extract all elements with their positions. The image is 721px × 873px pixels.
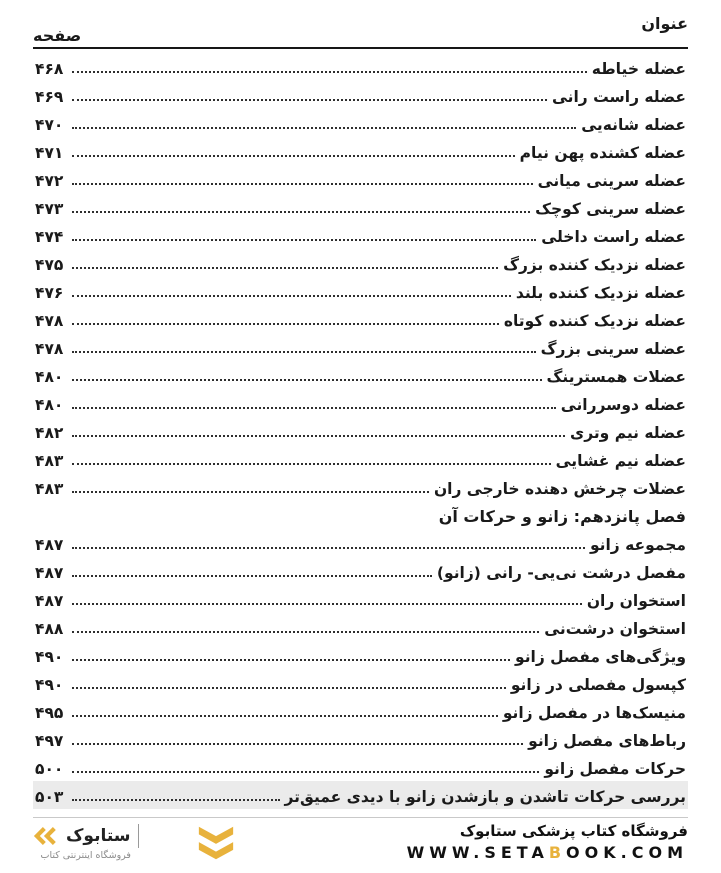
toc-entry <box>33 445 688 473</box>
entry-title: عضلات همسترینگ <box>546 368 686 386</box>
entry-page-number: ۴۷۵ <box>35 256 64 274</box>
setabook-logo <box>33 824 139 861</box>
entry-title: عضله سرینی کوچک <box>535 200 686 218</box>
toc-entry <box>33 333 688 361</box>
dot-leader <box>72 71 587 73</box>
toc-entry <box>33 753 688 781</box>
entry-page-number: ۴۷۶ <box>35 284 64 302</box>
dot-leader <box>72 491 429 493</box>
toc-entry <box>33 473 688 501</box>
dot-leader <box>72 715 498 717</box>
entry-page-number: ۴۹۷ <box>35 732 64 750</box>
toc-header-page-label: صفحه <box>33 26 82 45</box>
entry-title: عضله نیم وتری <box>570 424 686 442</box>
entry-title: منیسک‌ها در مفصل زانو <box>502 704 686 722</box>
toc-entry <box>33 641 688 669</box>
entry-title: عضله نزدیک کننده کوتاه <box>503 312 686 330</box>
dot-leader <box>72 183 533 185</box>
toc-entry <box>33 249 688 277</box>
toc-entry <box>33 557 688 585</box>
toc-entry <box>33 389 688 417</box>
entry-title: ویژگی‌های مفصل زانو <box>515 648 686 666</box>
entry-title: عضله شانه‌یی <box>581 116 686 134</box>
dot-leader <box>72 155 515 157</box>
dot-leader <box>72 687 506 689</box>
logo-caption: فروشگاه اینترنتی کتاب <box>40 850 131 861</box>
entry-page-number: ۴۹۰ <box>35 648 64 666</box>
dot-leader <box>72 603 582 605</box>
logo-divider <box>138 824 139 848</box>
entry-title: عضله دوسررانی <box>560 396 686 414</box>
dot-leader <box>72 771 539 773</box>
entry-title: مجموعه زانو <box>589 536 686 554</box>
entry-page-number: ۴۸۷ <box>35 536 64 554</box>
entry-title: عضلات چرخش دهنده خارجی ران <box>433 480 686 498</box>
dot-leader <box>72 547 585 549</box>
toc-entry <box>33 109 688 137</box>
toc-entry <box>33 165 688 193</box>
entry-page-number: ۴۷۸ <box>35 312 64 330</box>
entry-page-number: ۴۷۲ <box>35 172 64 190</box>
toc-entry <box>33 613 688 641</box>
toc-entry <box>33 529 688 557</box>
entry-title: مفصل درشت نی‌یی- رانی (زانو) <box>436 564 686 582</box>
entry-title: استخوان درشت‌نی <box>544 620 686 638</box>
dot-leader <box>72 575 432 577</box>
entry-title: عضله خیاطه <box>591 60 686 78</box>
entry-title: عضله راست داخلی <box>541 228 686 246</box>
entry-page-number: ۵۰۳ <box>35 788 64 806</box>
toc-entry <box>33 305 688 333</box>
double-chevron-left-icon <box>33 826 59 846</box>
entry-title: عضله نزدیک کننده بزرگ <box>503 256 686 274</box>
entry-page-number: ۴۸۷ <box>35 564 64 582</box>
entry-title: عضله نزدیک کننده بلند <box>515 284 686 302</box>
dot-leader <box>72 631 539 633</box>
dot-leader <box>72 435 565 437</box>
toc-entry <box>33 669 688 697</box>
entry-page-number: ۴۷۳ <box>35 200 64 218</box>
toc-header <box>33 14 688 49</box>
store-url-suffix: OOK.COM <box>566 843 688 863</box>
store-url-highlight-letter: B <box>548 843 567 863</box>
store-title: فروشگاه کتاب پزشکی ستابوک <box>459 821 688 840</box>
entry-page-number: ۴۷۸ <box>35 340 64 358</box>
dot-leader <box>72 463 551 465</box>
toc-entry <box>33 193 688 221</box>
toc-entry <box>33 221 688 249</box>
dot-leader <box>72 99 547 101</box>
entry-page-number: ۴۷۱ <box>35 144 64 162</box>
dot-leader <box>72 351 536 353</box>
entry-page-number: ۴۶۸ <box>35 60 64 78</box>
entry-page-number: ۴۸۲ <box>35 424 64 442</box>
entry-page-number: ۴۸۰ <box>35 396 64 414</box>
entry-title: حرکات مفصل زانو <box>544 760 686 778</box>
entry-page-number: ۴۶۹ <box>35 88 64 106</box>
entry-title: عضله سرینی میانی <box>537 172 686 190</box>
entry-page-number: ۴۹۵ <box>35 704 64 722</box>
entry-title: عضله کشنده پهن نیام <box>519 144 686 162</box>
dot-leader <box>72 743 523 745</box>
logo-wordmark: ستابوک <box>66 826 131 846</box>
dot-leader <box>72 239 536 241</box>
toc-header-title-label: عنوان <box>641 14 688 33</box>
footer-store-block <box>407 822 688 864</box>
entry-page-number: ۵۰۰ <box>35 760 64 778</box>
dot-leader <box>72 323 499 325</box>
dot-leader <box>72 295 511 297</box>
toc-entry <box>33 137 688 165</box>
dot-leader <box>72 127 576 129</box>
toc-entry <box>33 585 688 613</box>
entry-title: بررسی حرکات تاشدن و بازشدن زانو با دیدی عمیق‌تر <box>284 788 686 806</box>
entry-page-number: ۴۷۰ <box>35 116 64 134</box>
store-website-url <box>407 843 688 863</box>
toc-entry <box>33 417 688 445</box>
entry-page-number: ۴۹۰ <box>35 676 64 694</box>
dot-leader <box>72 799 280 801</box>
entry-page-number: ۴۷۴ <box>35 228 64 246</box>
entry-title: عضله نیم غشایی <box>555 452 686 470</box>
entry-page-number: ۴۸۳ <box>35 480 64 498</box>
toc-entry <box>33 725 688 753</box>
toc-list <box>33 49 688 817</box>
toc-entry <box>33 697 688 725</box>
entry-page-number: ۴۸۳ <box>35 452 64 470</box>
entry-title: استخوان ران <box>586 592 686 610</box>
entry-title: فصل پانزدهم: زانو و حرکات آن <box>438 507 686 526</box>
dot-leader <box>72 379 542 381</box>
toc-entry <box>33 277 688 305</box>
entry-title: کپسول مفصلی در زانو <box>510 676 686 694</box>
toc-entry <box>33 81 688 109</box>
logo-row <box>33 824 139 848</box>
entry-page-number: ۴۸۰ <box>35 368 64 386</box>
entry-page-number: ۴۸۷ <box>35 592 64 610</box>
entry-title: عضله راست رانی <box>551 88 686 106</box>
store-url-prefix: WWW.SETA <box>406 843 549 863</box>
toc-entry <box>33 781 688 809</box>
toc-chapter-heading <box>33 501 688 529</box>
entry-title: عضله سرینی بزرگ <box>540 340 686 358</box>
toc-entry <box>33 53 688 81</box>
setabook-chevron-icon <box>197 825 235 861</box>
dot-leader <box>72 211 530 213</box>
dot-leader <box>72 659 510 661</box>
entry-page-number: ۴۸۸ <box>35 620 64 638</box>
dot-leader <box>72 267 498 269</box>
page-footer <box>33 817 688 873</box>
entry-title: رباط‌های مفصل زانو <box>528 732 686 750</box>
toc-entry <box>33 361 688 389</box>
dot-leader <box>72 407 556 409</box>
